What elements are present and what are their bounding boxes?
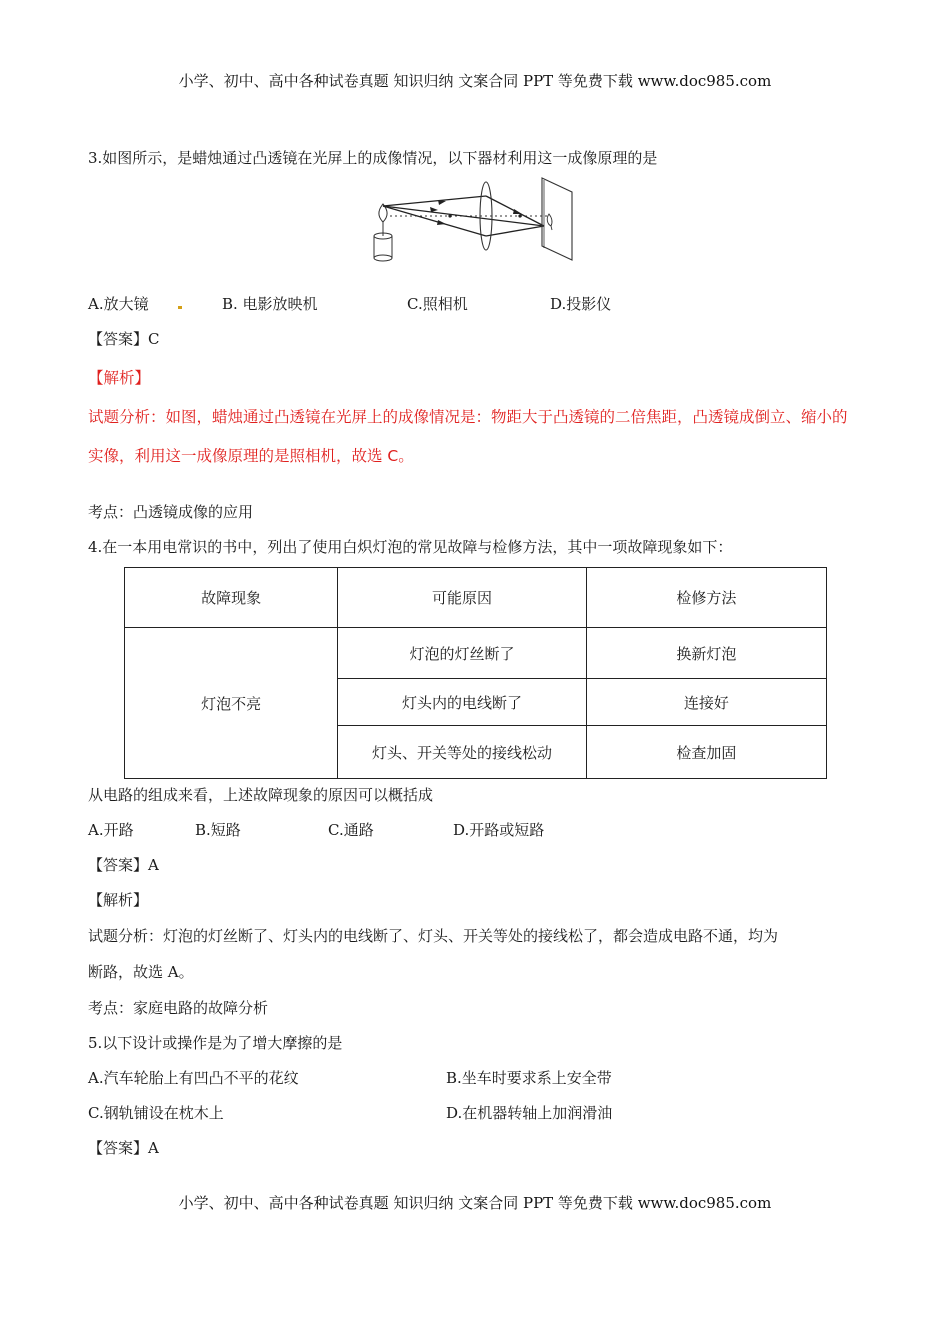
table-header-row: [125, 568, 827, 628]
screen-icon: [542, 178, 572, 260]
page-header: 小学、初中、高中各种试卷真题 知识归纳 文案合同 PPT 等免费下载 www.doc985.com: [178, 72, 772, 90]
q5-option-d: D.在机器转轴上加润滑油: [446, 1104, 613, 1122]
q3-option-c: C.照相机: [407, 295, 468, 313]
q3-option-b: B. 电影放映机: [222, 295, 318, 313]
q3-kaodian: 考点：凸透镜成像的应用: [88, 503, 254, 521]
q4-option-d: D.开路或短路: [453, 821, 545, 839]
table-row: [125, 628, 827, 679]
q5-option-a: A.汽车轮胎上有凹凸不平的花纹: [88, 1069, 299, 1087]
q4-analysis-line1: 试题分析：灯泡的灯丝断了、灯头内的电线断了、灯头、开关等处的接线松了，都会造成电路不通，均为: [88, 927, 779, 945]
table-cell-cause: 灯泡的灯丝断了: [338, 628, 586, 679]
table-header-cell: 故障现象: [125, 568, 338, 628]
table-cell-fix: 换新灯泡: [586, 628, 826, 679]
q4-stem: 4.在一本用电常识的书中，列出了使用白炽灯泡的常见故障与检修方法，其中一项故障现象如下：: [88, 538, 733, 556]
q4-analysis-line2: 断路，故选 A。: [88, 963, 194, 981]
q3-answer: 【答案】C: [88, 330, 160, 348]
table-cell-symptom: 灯泡不亮: [125, 628, 338, 779]
q5-answer: 【答案】A: [88, 1139, 159, 1157]
q4-answer: 【答案】A: [88, 856, 159, 874]
candle-icon: [374, 204, 392, 261]
table-cell-cause: 灯头、开关等处的接线松动: [338, 726, 586, 779]
q5-option-b: B.坐车时要求系上安全带: [446, 1069, 612, 1087]
convex-lens-diagram: [360, 172, 580, 264]
table-header-cell: 检修方法: [586, 568, 826, 628]
q4-kaodian: 考点：家庭电路的故障分析: [88, 999, 269, 1017]
q3-stem: 3.如图所示，是蜡烛通过凸透镜在光屏上的成像情况，以下器材利用这一成像原理的是: [88, 149, 658, 167]
q3-option-a: A.放大镜: [88, 295, 149, 313]
stray-mark: [178, 306, 182, 309]
q4-option-c: C.通路: [328, 821, 374, 839]
q4-option-a: A.开路: [88, 821, 134, 839]
q4-analysis-label: 【解析】: [88, 891, 149, 909]
table-header-cell: 可能原因: [338, 568, 586, 628]
q3-analysis-label: 【解析】: [88, 369, 151, 387]
q4-follow: 从电路的组成来看，上述故障现象的原因可以概括成: [88, 786, 434, 804]
q5-option-c: C.钢轨铺设在枕木上: [88, 1104, 224, 1122]
fault-table: [124, 567, 827, 779]
q3-option-d: D.投影仪: [550, 295, 612, 313]
table-cell-fix: 连接好: [586, 679, 826, 726]
table-cell-cause: 灯头内的电线断了: [338, 679, 586, 726]
table-cell-fix: 检查加固: [586, 726, 826, 779]
page-footer: 小学、初中、高中各种试卷真题 知识归纳 文案合同 PPT 等免费下载 www.doc985.com: [178, 1194, 772, 1212]
q3-analysis: 试题分析：如图，蜡烛通过凸透镜在光屏上的成像情况是：物距大于凸透镜的二倍焦距，凸透镜成倒立、缩小的实像，利用这一成像原理的是照相机，故选 C。: [88, 408, 848, 465]
q5-stem: 5.以下设计或操作是为了增大摩擦的是: [88, 1034, 343, 1052]
q4-option-b: B.短路: [195, 821, 241, 839]
